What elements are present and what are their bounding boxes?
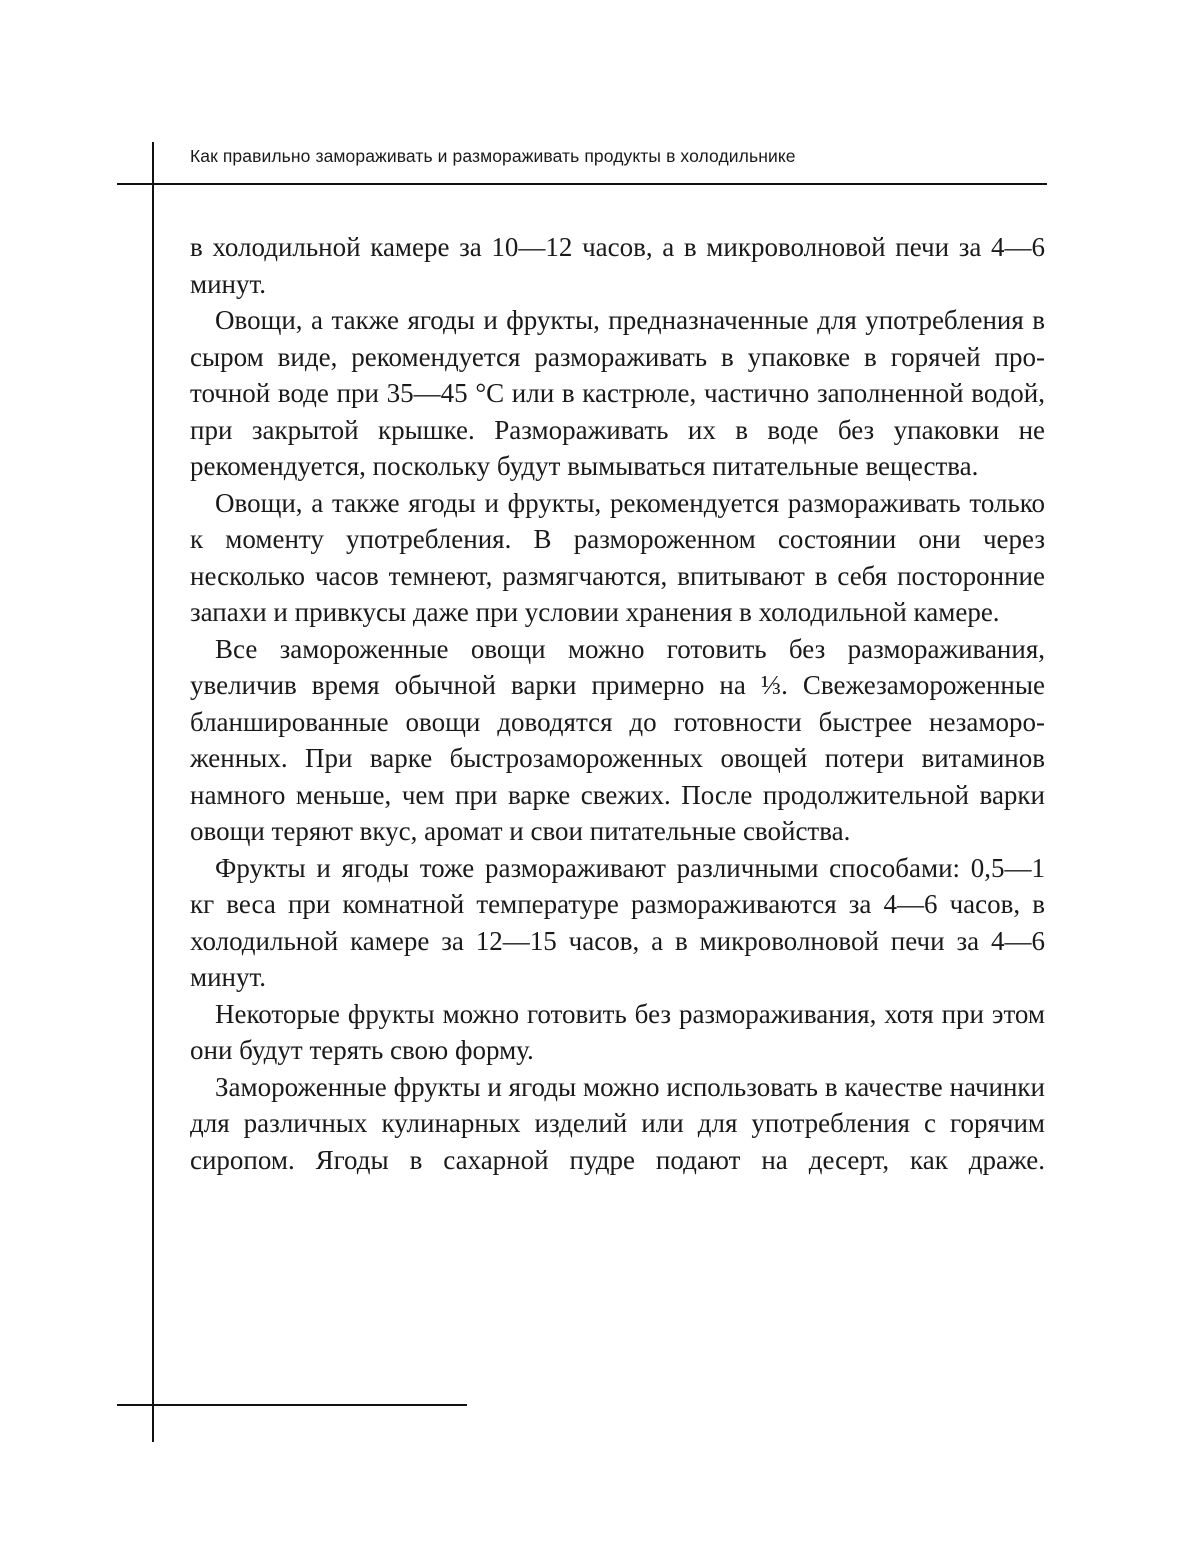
running-header: Как правильно замораживать и размораживать продукты в холодильнике [190,146,796,166]
body-text [190,229,1045,1178]
paragraph: Овощи, а также ягоды и фрукты, рекомендуется размораживать только к моменту употребления. В размороженном состоянии они через несколько часов темнеют, размягчаются, впитывают в себя посторонние запахи и привкусы даже при условии хранения в холодильной камере. [190,487,1045,627]
header-rule [117,183,1047,185]
paragraph: Замороженные фрукты и ягоды можно использовать в качестве начинки для различных кулинарных изделий или для употребления с горячим сиропом. Ягоды в сахарной пудре подают на десерт, как драже. [190,1071,1045,1175]
paragraph: Некоторые фрукты можно готовить без размораживания, хотя при этом они будут терять свою форму. [190,998,1045,1065]
paragraph: Фрукты и ягоды тоже размораживают различными способами: 0,5—1 кг веса при комнатной температуре размораживаются за 4—6 часов, в холодильной камере за 12—15 часов, а в микроволновой печи за 4—6 минут. [190,852,1045,992]
left-margin-rule [152,142,154,1442]
paragraph: Все замороженные овощи можно готовить без размораживания, увеличив время обычной варки примерно на ⅓. Свежезамороженные бланшированные овощи доводятся до готовности быстрее незамороженных. При варке быстрозамороженных овощей потери витаминов намного меньше, чем при варке свежих. После продолжительной варки овощи теряют вкус, аромат и свои питательные свойства. [190,633,1045,846]
paragraph: Овощи, а также ягоды и фрукты, предназначенные для употребления в сыром виде, рекомендуется размораживать в упаковке в горячей проточной воде при 35—45 °C или в кастрюле, частично заполненной водой, при закрытой крышке. Размораживать их в воде без упаковки не рекомендуется, поскольку будут вымываться питательные вещества. [190,305,1045,481]
paragraph: в холодильной камере за 10—12 часов, а в микроволновой печи за 4—6 минут. [190,232,1045,299]
footer-rule [117,1404,467,1406]
